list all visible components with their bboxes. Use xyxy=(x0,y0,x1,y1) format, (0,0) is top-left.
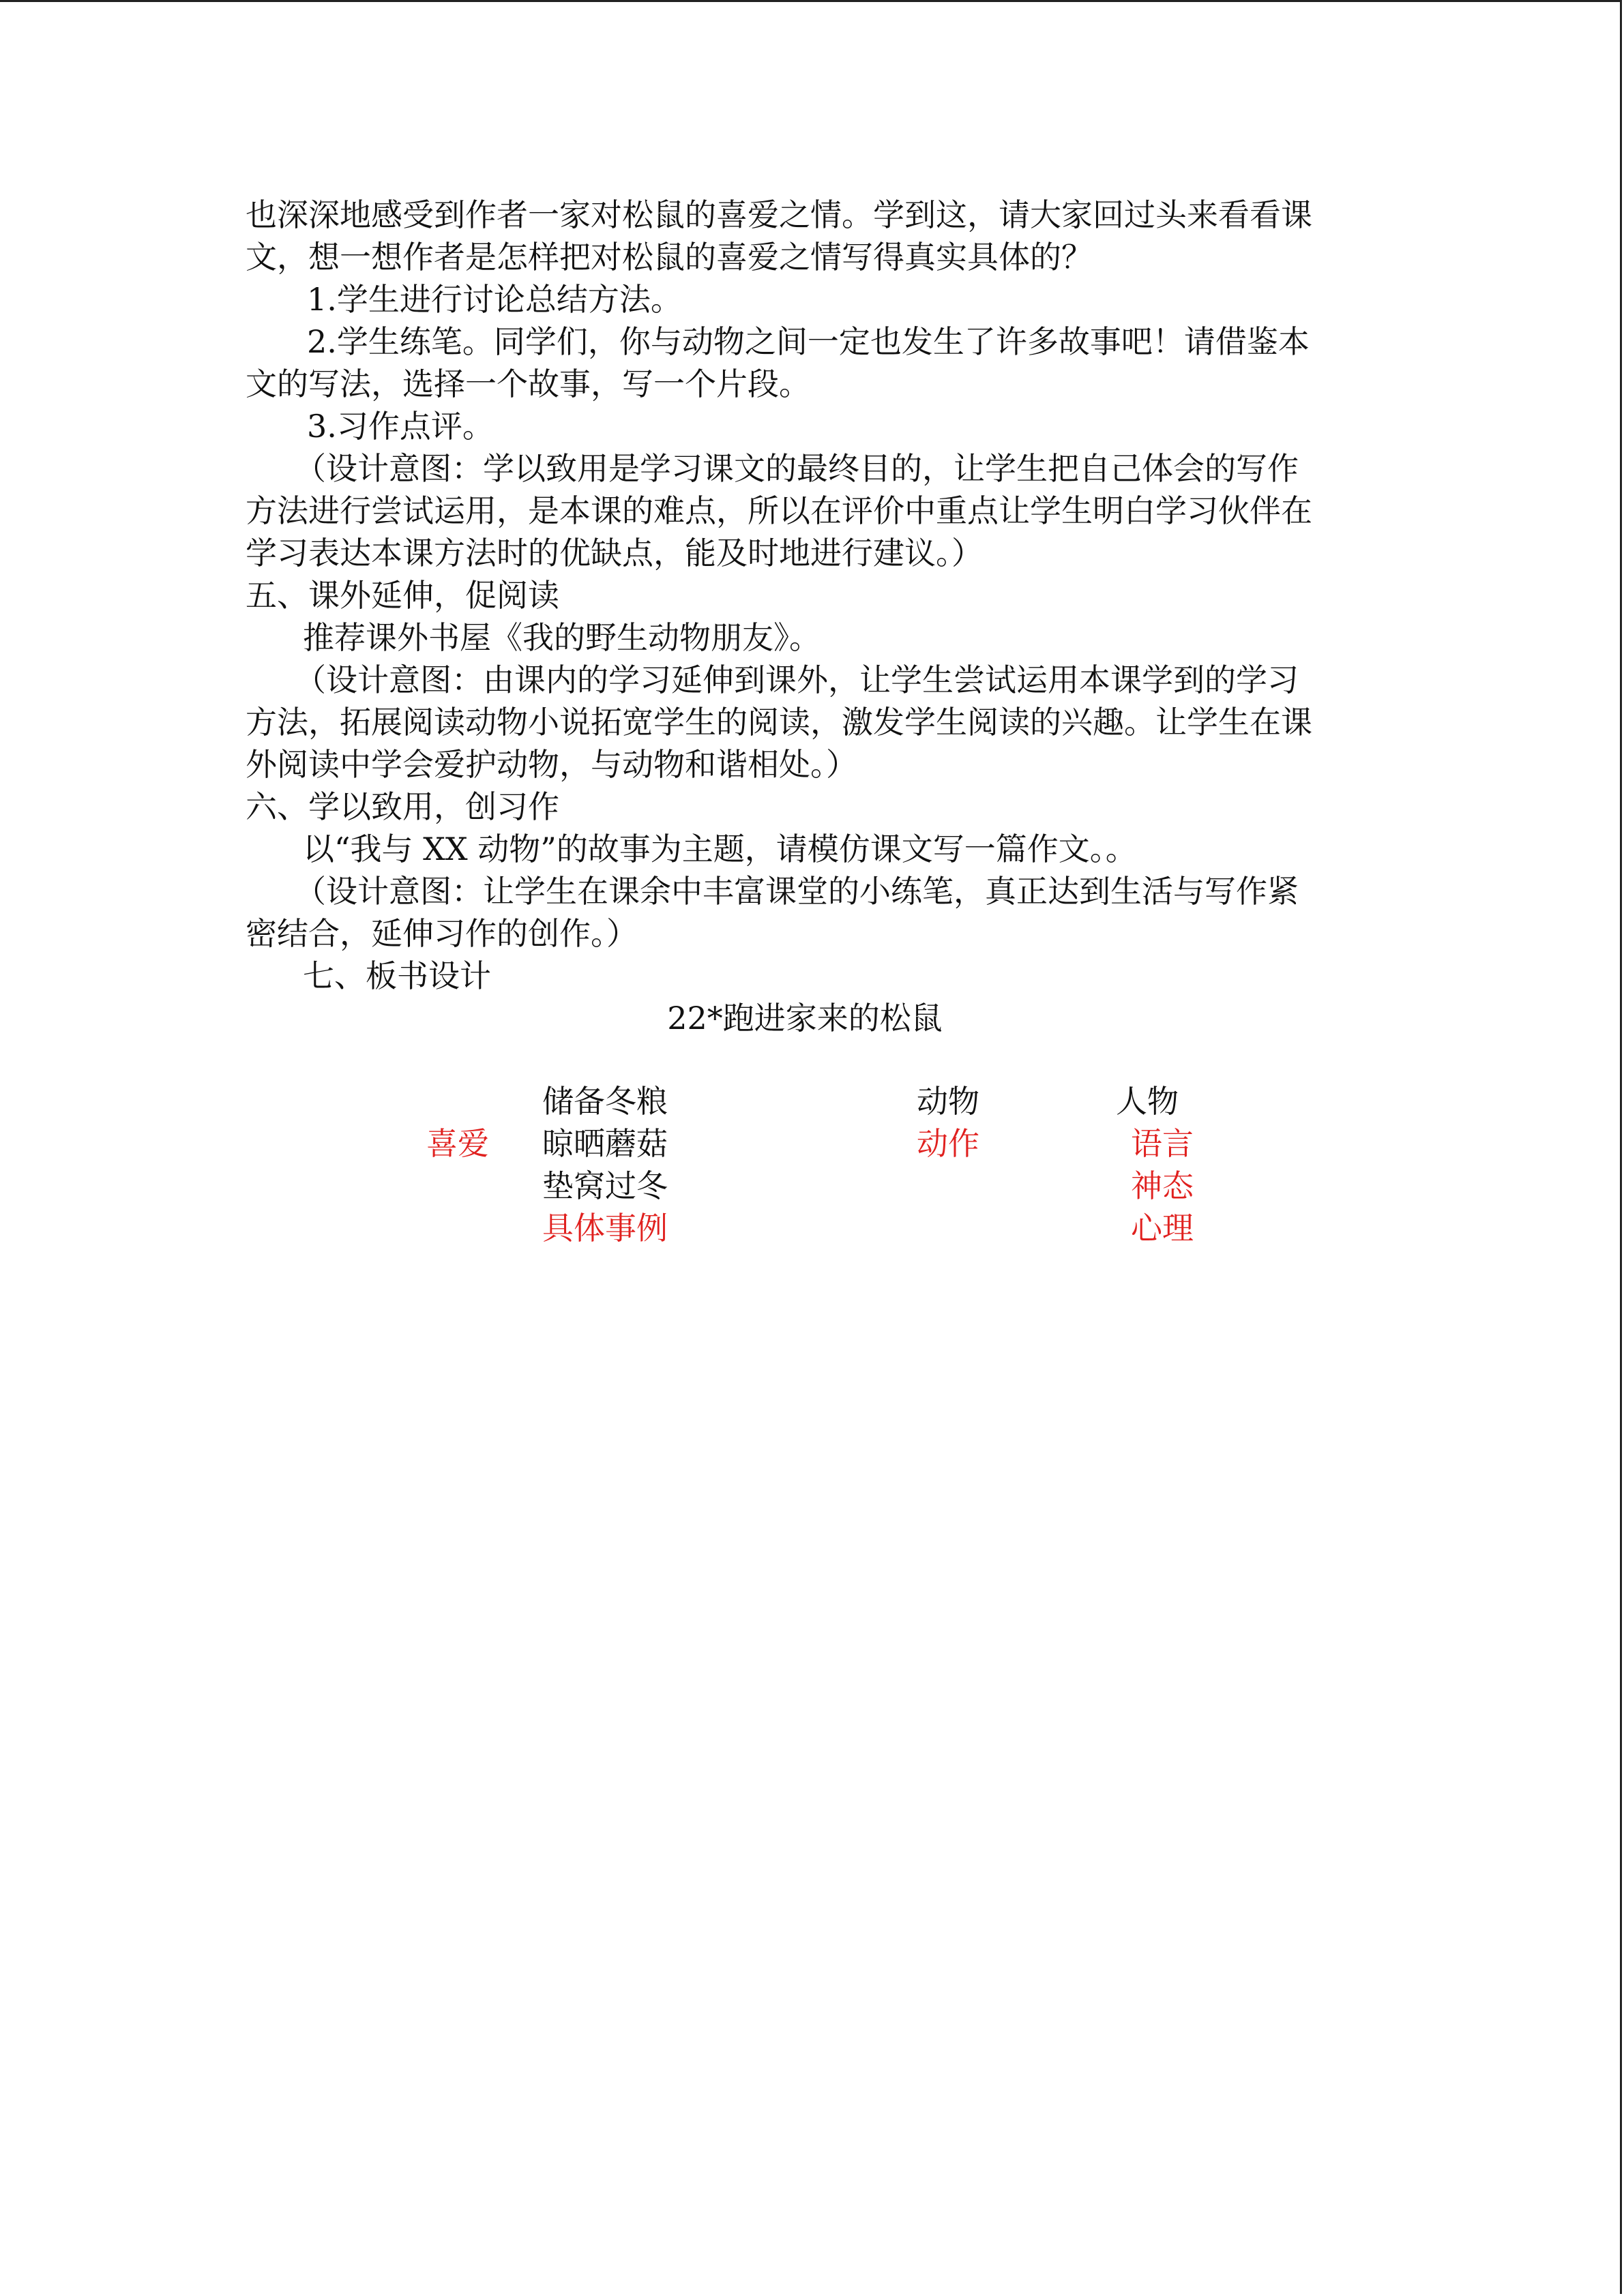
paragraph-line: 文，想一想作者是怎样把对松鼠的喜爱之情写得真实具体的？ xyxy=(246,239,1093,275)
board-title: 22*跑进家来的松鼠 xyxy=(667,1000,943,1037)
paragraph-line: 文的写法，选择一个故事，写一个片段。 xyxy=(246,366,810,402)
person-item: 语言 xyxy=(1131,1125,1194,1162)
paragraph-line: 学习表达本课方法时的优缺点，能及时地进行建议。） xyxy=(246,535,983,571)
animal-header: 动物 xyxy=(917,1083,979,1120)
paragraph-line: 以“我与 XX 动物”的故事为主题，请模仿课文写一篇作文。。 xyxy=(303,831,1137,867)
blackboard-design xyxy=(246,1080,1364,1257)
event-item: 垫窝过冬 xyxy=(542,1167,668,1204)
list-item: 3.习作点评。 xyxy=(307,408,494,445)
person-item: 神态 xyxy=(1131,1167,1194,1204)
paragraph-line: 方法，拓展阅读动物小说拓宽学生的阅读，激发学生阅读的兴趣。让学生在课 xyxy=(246,704,1312,741)
section-heading: 六、学以致用，创习作 xyxy=(246,788,559,825)
list-item: 2.学生练笔。同学们，你与动物之间一定也发生了许多故事吧！请借鉴本 xyxy=(307,323,1310,360)
paragraph-line: 方法进行尝试运用，是本课的难点，所以在评价中重点让学生明白学习伙伴在 xyxy=(246,492,1312,529)
section-heading: 五、课外延伸，促阅读 xyxy=(246,577,559,614)
design-note: （设计意图：让学生在课余中丰富课堂的小练笔，真正达到生活与写作紧 xyxy=(295,873,1299,910)
paragraph-line: 外阅读中学会爱护动物，与动物和谐相处。） xyxy=(246,746,857,783)
person-header: 人物 xyxy=(1116,1083,1179,1120)
event-item: 晾晒蘑菇 xyxy=(542,1125,668,1162)
document-body xyxy=(246,194,1364,1257)
event-summary: 具体事例 xyxy=(542,1210,668,1247)
section-heading: 七、板书设计 xyxy=(303,957,491,994)
theme-label: 喜爱 xyxy=(426,1125,489,1162)
design-note: （设计意图：学以致用是学习课文的最终目的，让学生把自己体会的写作 xyxy=(295,450,1299,487)
person-item: 心理 xyxy=(1131,1210,1194,1247)
list-item: 1.学生进行讨论总结方法。 xyxy=(307,281,682,318)
event-item: 储备冬粮 xyxy=(542,1083,668,1120)
design-note: （设计意图：由课内的学习延伸到课外，让学生尝试运用本课学到的学习 xyxy=(295,661,1299,698)
animal-item: 动作 xyxy=(917,1125,979,1162)
paragraph-line: 也深深地感受到作者一家对松鼠的喜爱之情。学到这，请大家回过头来看看课 xyxy=(246,196,1312,233)
paragraph-line: 推荐课外书屋《我的野生动物朋友》。 xyxy=(303,619,821,656)
paragraph-line: 密结合，延伸习作的创作。） xyxy=(246,915,638,952)
